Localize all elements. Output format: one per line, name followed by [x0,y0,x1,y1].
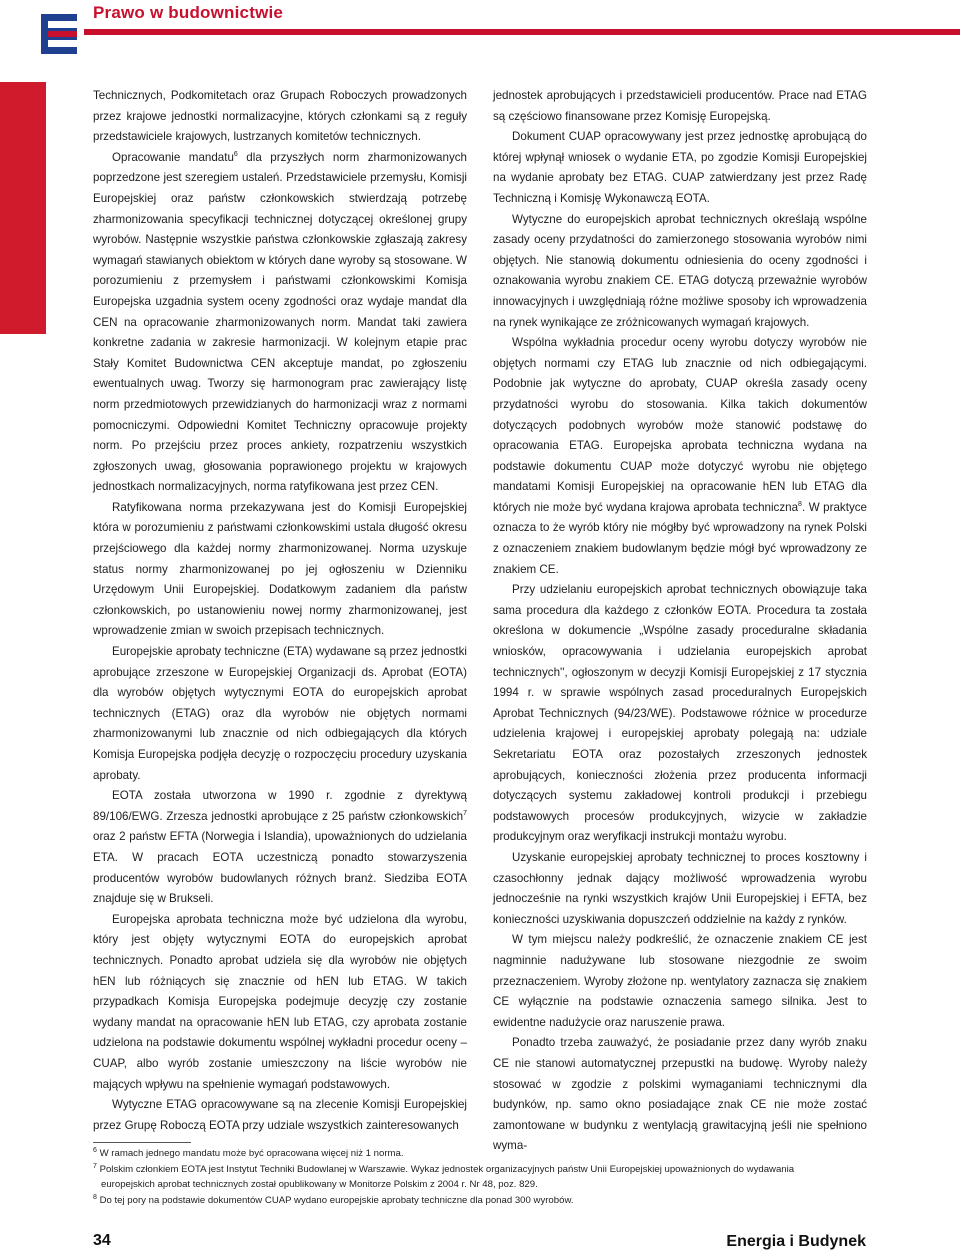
magazine-title: Energia i Budynek [726,1233,866,1250]
paragraph-text: W tym miejscu należy podkreślić, że oznaczenie znakiem CE jest nagminnie nadużywane lub stosowane niezgodnie ze swoim przeznaczeniem. Wyroby złożone np. wentylatory zaznacza się znakiem CE wyłącznie na podstawie oznaczenia samego silnika. Jest to ewidentne nadużycie oraz naruszenie prawa. [493,933,867,1029]
paragraph-text: dla przyszłych norm zharmonizowanych poprzedzone jest szeregiem ustaleń. Przedstawiciele przemysłu, Komisji Europejskiej oraz państw członkowskich stwierdzają potrzebę zharmonizowania specyfikacji technicznej dotyczącej określonej grupy wyrobów. Następnie wszystkie państwa członkowskie zgłaszają zakresy wymagań stawianych obiektom w których dane wyroby są stosowane. W porozumieniu z przemysłem i państwami członkowskimi Komisja Europejska uzgadnia system oceny zgodności oraz wydaje mandat dla CEN na opracowanie zharmonizowanych norm. Mandat taki zawiera konkretne zadania w zakresie harmonizacji. W kolejnym etapie prac Stały Komitet Budownictwa CEN akceptuje mandat, po zgłoszeniu ewentualnych uwag. Tworzy się harmonogram prac zawierający listę norm przedmiotowych przewidzianych do harmonizacji wraz z normami pomocniczymi. Odpowiedni Komitet Techniczny opracowuje projekty norm. Po przejściu przez proces ankiety, rozpatrzeniu wszystkich zgłoszonych uwag, głosowania poprawionego projektu w krajowych jednostkach normalizacyjnych, norma ratyfikowana jest przez CEN. [93,150,467,494]
paragraph [493,580,867,848]
paragraph-text: jednostek aprobujących i przedstawicieli producentów. Prace nad ETAG są częściowo finansowane przez Komisję Europejską. [493,89,867,123]
paragraph-text: Europejska aprobata techniczna może być udzielona dla wyrobu, który jest objęty wytycznymi EOTA do europejskich aprobat technicznych. Ponadto aprobat udziela się dla wyrobów nie objętych hEN lub różniących się znacznie od hEN lub ETAG. W takich przypadkach Komisja Europejska podejmuje decyzję czy zostanie wydany mandat na opracowanie hEN lub ETAG, czy aprobata zostanie udzielona na podstawie dokumentu wspólnej wykładni procedur oceny – CUAP, albo wyrób zostanie umieszczony na liście wyrobów nie mających wpływu na spełnienie wymagań podstawowych. [93,912,467,1091]
footnote-text: Do tej pory na podstawie dokumentów CUAP wydano europejskie aprobaty techniczne dla ponad 300 wyrobów. [96,1194,574,1206]
footnote-ref: 8 [798,501,802,509]
paragraph-text: Ponadto trzeba zauważyć, że posiadanie przez dany wyrób znaku CE nie stanowi automatycznej przepustki na budowę. Wyroby należy stosować w zgodzie z polskimi wymaganiami technicznymi dla budynków, np. samo okno posiadające znak CE nie może zostać zamontowane w budynku z wentylacją grawitacyjną jeśli nie spełniono wyma- [493,1036,867,1153]
footnote [93,1146,863,1162]
paragraph [493,210,867,334]
paragraph [93,86,467,148]
paragraph-text: Wspólna wykładnia procedur oceny wyrobu dotyczy wyrobów nie objętych normami czy ETAG lub znacznie od nich odbiegającymi. Podobnie jak wytyczne do aprobaty, CUAP określa zasady oceny przydatności wyrobu do stosowania. Kilka takich dokumentów dotyczących podobnych wyrobów może stanowić podstawę do opracowania ETAG. Europejska aprobata techniczna wydana na podstawie dokumentu CUAP może dotyczyć wyrobu nie objętego mandatami Komisji Europejskiej na opracowanie hEN lub ETAG dla których nie może być wydana krajowa aprobata techniczna [493,336,867,514]
footnote-ref: 6 [233,150,238,158]
header-rule [84,29,960,35]
section-title: Prawo w budownictwie [93,3,284,22]
footnote-text: Polskim członkiem EOTA jest Instytut Techniki Budowlanej w Warszawie. Wykaz jednostek organizacyjnych państw Unii Europejskiej upoważnionych do wydawania [96,1163,795,1175]
paragraph-text: Wytyczne do europejskich aprobat technicznych określają wspólne zasady oceny przydatności do zamierzonego stosowania wyrobów nimi objętych. Nie stanowią dokumentu odniesienia do oceny zgodności i oznakowania wyrobu znakiem CE. ETAG dotyczą przeważnie wyrobów innowacyjnych i uwzględniają różne możliwe sposoby ich wprowadzenia na rynek wynikające ze zróżnicowanych wymagań krajowych. [493,212,867,329]
paragraph [93,148,467,498]
paragraph-text: Wytyczne ETAG opracowywane są na zlecenie Komisji Europejskiej przez Grupę Roboczą EOTA przy udziale wszystkich zainteresowanych [93,1098,467,1132]
paragraph-text: Opracowanie mandatu [112,150,234,164]
footnotes [93,1146,863,1208]
paragraph-text: . W praktyce oznacza to że wyrób który nie mógłby być wprowadzony na rynek Polski z oznaczeniem znakiem budowlanym będzie mógł być wprowadzony ze znakiem CE. [493,500,867,576]
paragraph-text: Przy udzielaniu europejskich aprobat technicznych obowiązuje taka sama procedura dla każdego z członków EOTA. Procedura ta została określona w dokumencie „Wspólne zasady proceduralne składania wniosków, opracowywania i udzielania europejskich aprobat technicznych'', ogłoszonym w decyzji Komisji Europejskiej z 17 stycznia 1994 r. w sprawie wspólnych zasad proceduralnych Europejskich Aprobat Technicznych (94/23/WE). Podstawowe różnice w procedurze udzielenia krajowej i europejskiej aprobaty polegają na: udziale Sekretariatu EOTA oraz pozostałych zrzeszonych jednostek aprobujących, konieczności złożenia przez producenta informacji dotyczących systemu zakładowej kontroli produkcji i przebiegu podstawowych procesów produkcyjnych, wizycie w zakładzie produkcyjnym oraz weryfikacji instrukcji montażu wyrobu. [493,583,867,844]
footnote-number: 6 [93,1146,97,1154]
paragraph [493,848,867,930]
footnote-continuation: europejskich aprobat technicznych został opublikowany w Monitorze Polskim z 2004 r. Nr 48, poz. 829. [101,1179,538,1190]
paragraph-text: Technicznych, Podkomitetach oraz Grupach Roboczych prowadzonych przez krajowe jednostki normalizacyjne, których członkami są z reguły przedstawiciele krajowych, lustrzanych komitetów technicznych. [93,89,467,144]
paragraph-text: Dokument CUAP opracowywany jest przez jednostkę aprobującą do której wpłynął wniosek o wydanie ETA, po zgodzie Komisji Europejskiej na wydanie aprobaty bez ETAG. CUAP zatwierdzany jest przez Radę Techniczną i Komisję Wykonawczą EOTA. [493,130,867,205]
paragraph [493,930,867,1033]
footnote-ref: 7 [463,809,467,817]
paragraph-text: Uzyskanie europejskiej aprobaty technicznej to proces kosztowny i czasochłonny jednak dający możliwość wprowadzenia wyrobu jednocześnie na rynki wszystkich krajów Unii Europejskiej i EFTA, bez konieczności uzyskiwania dopuszczeń oddzielnie na każdy z rynków. [493,850,867,926]
paragraph [493,127,867,209]
footnote-number: 7 [93,1162,97,1170]
paragraph [93,1095,467,1136]
paragraph [493,1033,867,1157]
paragraph-text: Ratyfikowana norma przekazywana jest do Komisji Europejskiej która w porozumieniu z państwami członkowskimi ustala długość okresu przejściowego dla każdej normy zharmonizowanej. Norma uzyskuje status normy zharmonizowanej po jej ogłoszeniu w Dzienniku Urzędowym Unii Europejskiej. Dodatkowym zadaniem dla państw członkowskich, po ustanowieniu nowej normy zharmonizowanej, jest wprowadzenie zmian w swoich przepisach technicznych. [93,500,467,638]
footnote [93,1193,863,1209]
footnote-text: W ramach jednego mandatu może być opracowana więcej niż 1 norma. [96,1148,404,1159]
side-accent-bar [0,82,46,334]
paragraph-text: EOTA została utworzona w 1990 r. zgodnie z dyrektywą 89/106/EWG. Zrzesza jednostki aprobujące z 25 państw członkowskich [93,789,467,823]
left-column [93,86,467,1136]
paragraph [93,498,467,642]
paragraph [493,86,867,127]
paragraph [93,642,467,786]
publisher-logo-icon [41,14,77,54]
paragraph [93,910,467,1095]
paragraph-text: oraz 2 państw EFTA (Norwegia i Islandia), upoważnionych do udzielania ETA. W pracach EOTA uczestniczą ponadto stowarzyszenia producentów wyrobów budowlanych różnych branż. Siedziba EOTA znajduje się w Brukseli. [93,830,467,906]
footnote-number: 8 [93,1193,97,1201]
page-number: 34 [93,1232,111,1249]
footnote-rule [93,1142,191,1143]
paragraph [93,786,467,910]
footnote [93,1162,863,1193]
paragraph-text: Europejskie aprobaty techniczne (ETA) wydawane są przez jednostki aprobujące zrzeszone w Europejskiej Organizacji ds. Aprobat (EOTA) dla wyrobów objętych wytycznymi EOTA do europejskich aprobat technicznych (ETAG) oraz dla wyrobów nie objętych normami zharmonizowanymi lub znacznie od nich odbiegających dla których Komisja Europejska podjęła decyzję o rozpoczęciu procedury uzyskania aprobaty. [93,645,467,782]
right-column [493,86,867,1157]
paragraph [493,333,867,580]
